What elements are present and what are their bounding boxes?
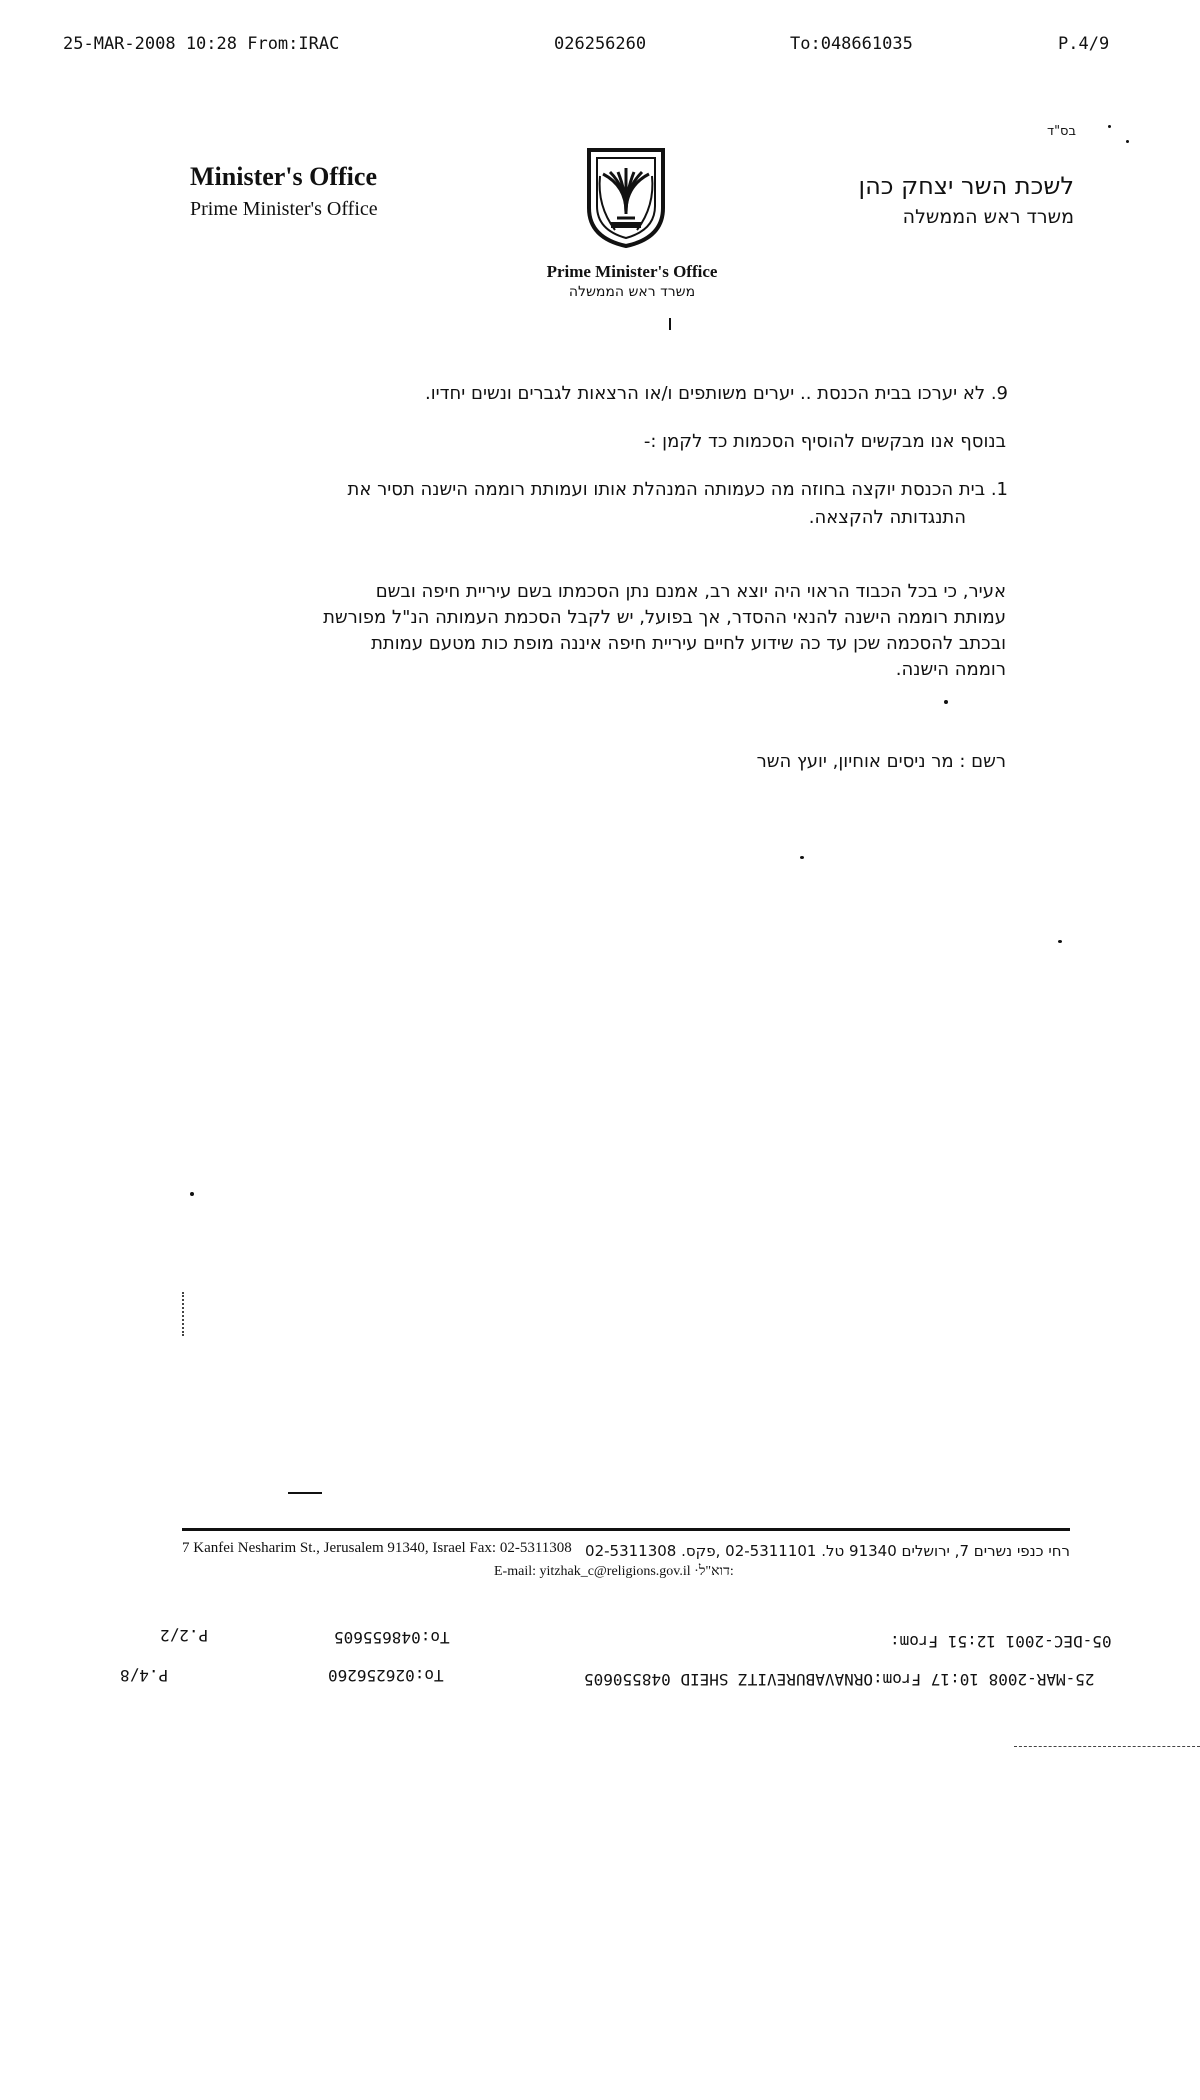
minister-office-title: Minister's Office (190, 162, 377, 191)
scan-speck (1126, 140, 1129, 143)
scan-dash (288, 1492, 322, 1494)
inverted-fax-datetime-1: 05-DEC-2001 12:51 From: (890, 1632, 1112, 1651)
scan-speck (190, 1192, 194, 1196)
inverted-fax-datetime-2: 25-MAR-2008 10:17 From:ORNAVABUREVITZ SHEID 048550605 (584, 1670, 1095, 1689)
scan-edge-line (1014, 1746, 1200, 1747)
remark-line-3: ובכתב להסכמה שכן עד כה שידוע לחיים עיריית חיפה איננה מופת כות מטעם עמותת (371, 633, 1006, 654)
scan-speck (1108, 125, 1111, 128)
fax-datetime-from: 25-MAR-2008 10:28 From:IRAC (63, 34, 340, 54)
footer-address-hebrew: רחי כנפי נשרים 7, ירושלים 91340 טל. 02-5311101 ,פקס. 02-5311308 (585, 1542, 1070, 1560)
inverted-fax-to-2: To:026256260 (328, 1666, 444, 1685)
item-9: 9. לא יערכו בבית הכנסת .. יערים משותפים ו/או הרצאות לגברים ונשים יחדיו. (425, 383, 1008, 404)
fax-page-number: P.4/9 (1058, 34, 1110, 54)
fax-from-number: 026256260 (554, 34, 647, 54)
state-emblem-icon (583, 146, 669, 248)
scan-speck (944, 700, 948, 704)
remark-line-4: רוממה הישנה. (895, 659, 1006, 680)
prime-minister-office-subtitle: Prime Minister's Office (190, 198, 378, 220)
inverted-fax-page-2: P.4/8 (120, 1666, 169, 1685)
signature-line: רשם : מר ניסים אוחיון, יועץ השר (756, 751, 1006, 772)
scan-speck (800, 856, 804, 859)
emblem-caption-hebrew: משרד ראש הממשלה (568, 284, 696, 300)
footer-email: E-mail: yitzhak_c@religions.gov.il ·דוא"ל: (494, 1564, 734, 1579)
additional-agreements-intro: בנוסף אנו מבקשים להוסיף הסכמות כד לקמן :- (643, 431, 1006, 452)
item-1-line-2: התנגדותה להקצאה. (808, 507, 966, 528)
fax-to-number: To:048661035 (790, 34, 913, 54)
remark-line-1: אעיר, כי בכל הכבוד הראוי היה יוצא רב, אמנם נתן הסכמתו בשם עיריית חיפה ובשם (375, 581, 1006, 602)
hebrew-prime-minister-office: משרד ראש הממשלה (902, 206, 1074, 228)
emblem-separator (669, 318, 671, 330)
emblem-caption-english: Prime Minister's Office (546, 262, 718, 281)
hebrew-minister-office-title: לשכת השר יצחק כהן (858, 172, 1074, 200)
item-1-line-1: 1. בית הכנסת יוקצה בחוזה מה כעמותה המנהלת אותו ועמותת רוממה הישנה תסיר את (347, 479, 1008, 500)
footer-address-english: 7 Kanfei Nesharim St., Jerusalem 91340, Israel Fax: 02-5311308 (182, 1540, 572, 1556)
remark-line-2: עמותת רוממה הישנה להנאי ההסדר, אך בפועל, יש לקבל הסכמת העמותה הנ"ל מפורשת (323, 607, 1006, 628)
scan-streak (182, 1292, 186, 1336)
footer-rule (182, 1528, 1070, 1531)
inverted-fax-page-1: P.2/2 (160, 1626, 209, 1645)
bsd-mark: בס"ד (1046, 124, 1076, 139)
inverted-fax-to-1: To:048655605 (334, 1628, 450, 1647)
scan-speck (1058, 940, 1062, 943)
